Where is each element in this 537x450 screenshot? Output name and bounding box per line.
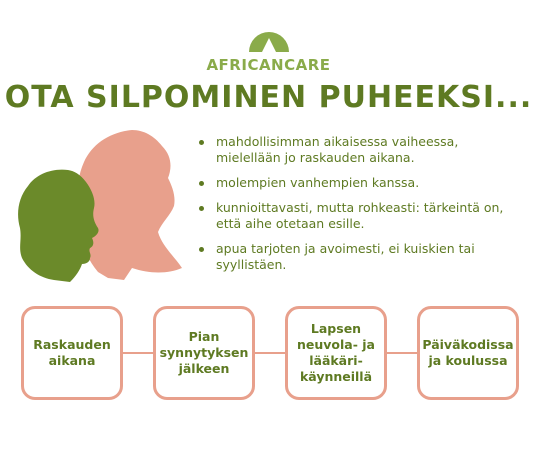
- bullet-icon: [199, 140, 204, 145]
- bullet-text: molempien vanhempien kanssa.: [216, 175, 420, 190]
- step-box-daycare-school: [417, 306, 519, 400]
- list-item: [196, 200, 526, 232]
- step-label: Päiväkodissa ja koulussa: [422, 337, 514, 368]
- step-box-after-birth: [153, 306, 255, 400]
- step-connector: [384, 352, 420, 354]
- step-box-clinic-visits: [285, 306, 387, 400]
- bullet-icon: [199, 206, 204, 211]
- africancare-logo-icon: [247, 28, 291, 52]
- two-head-silhouettes-icon: [12, 128, 192, 288]
- bullet-text: kunnioittavasti, mutta rohkeasti: tärkeintä on, että aihe otetaan esille.: [216, 200, 504, 231]
- key-points-list: [196, 134, 526, 282]
- step-connector: [120, 352, 156, 354]
- step-connector: [252, 352, 288, 354]
- list-item: [196, 241, 526, 273]
- logo: [0, 28, 537, 74]
- step-label: Raskauden aikana: [33, 337, 111, 368]
- list-item: [196, 175, 526, 191]
- list-item: [196, 134, 526, 166]
- bullet-text: mahdollisimman aikaisessa vaiheessa, mielellään jo raskauden aikana.: [216, 134, 459, 165]
- headline: OTA SILPOMINEN PUHEEKSI...: [4, 80, 533, 115]
- brand-name: AFRICANCARE: [206, 56, 331, 74]
- bullet-text: apua tarjoten ja avoimesti, ei kuiskien tai syyllistäen.: [216, 241, 475, 272]
- step-box-pregnancy: [21, 306, 123, 400]
- bullet-icon: [199, 247, 204, 252]
- step-label: Lapsen neuvola- ja lääkäri-käynneillä: [297, 321, 375, 384]
- step-label: Pian synnytyksen jälkeen: [159, 329, 249, 376]
- bullet-icon: [199, 181, 204, 186]
